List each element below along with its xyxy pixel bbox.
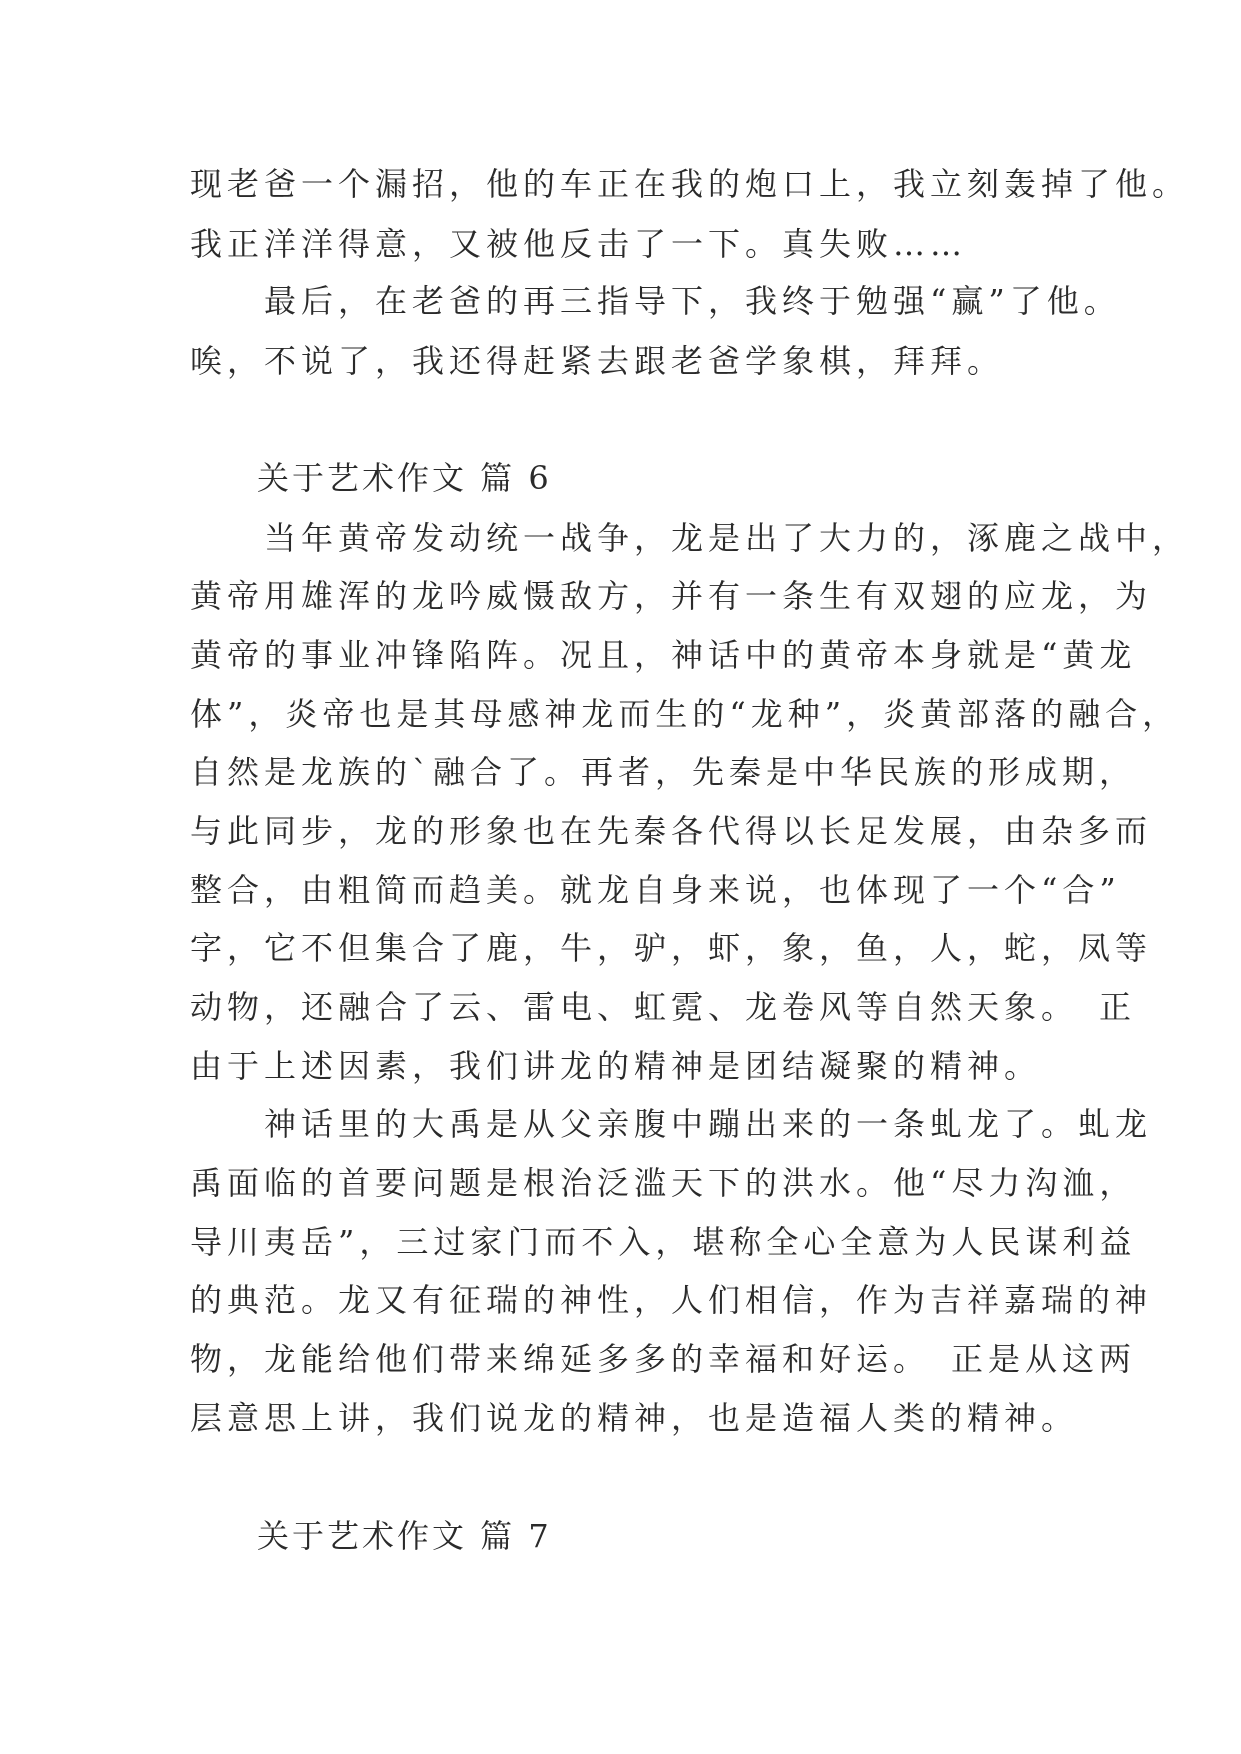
paragraph-line: 与此同步，龙的形象也在先秦各代得以长足发展，由杂多而 bbox=[190, 812, 1153, 850]
paragraph-line: 禹面临的首要问题是根治泛滥天下的洪水。他“尽力沟洫， bbox=[190, 1164, 1137, 1202]
paragraph-line: 动物，还融合了云、雷电、虹霓、龙卷风等自然天象。 正 bbox=[190, 988, 1137, 1026]
paragraph-line: 黄帝用雄浑的龙吟威慑敌方，并有一条生有双翅的应龙，为 bbox=[190, 577, 1153, 615]
paragraph-line: 最后，在老爸的再三指导下，我终于勉强“赢”了他。 bbox=[190, 282, 1121, 320]
paragraph-line: 现老爸一个漏招，他的车正在我的炮口上，我立刻轰掉了他。 bbox=[190, 165, 1190, 203]
paragraph-line: 字，它不但集合了鹿，牛，驴，虾，象，鱼，人，蛇，凤等 bbox=[190, 929, 1153, 967]
section-heading: 关于艺术作文 篇 6 bbox=[257, 459, 552, 497]
paragraph-line: 由于上述因素，我们讲龙的精神是团结凝聚的精神。 bbox=[190, 1047, 1042, 1085]
paragraph-line: 导川夷岳”，三过家门而不入，堪称全心全意为人民谋利益 bbox=[190, 1223, 1137, 1261]
paragraph-line: 自然是龙族的`融合了。再者，先秦是中华民族的形成期， bbox=[190, 753, 1137, 791]
paragraph-line: 体”，炎帝也是其母感神龙而生的“龙种”，炎黄部落的融合， bbox=[190, 695, 1180, 733]
paragraph-line: 当年黄帝发动统一战争，龙是出了大力的，涿鹿之战中， bbox=[190, 519, 1190, 557]
paragraph-line: 层意思上讲，我们说龙的精神，也是造福人类的精神。 bbox=[190, 1399, 1079, 1437]
section-heading: 关于艺术作文 篇 7 bbox=[257, 1517, 552, 1555]
paragraph-line: 我正洋洋得意，又被他反击了一下。真失败…… bbox=[190, 225, 968, 263]
paragraph-line: 的典范。龙又有征瑞的神性，人们相信，作为吉祥嘉瑞的神 bbox=[190, 1281, 1153, 1319]
paragraph-line: 物，龙能给他们带来绵延多多的幸福和好运。 正是从这两 bbox=[190, 1340, 1137, 1378]
paragraph-line: 黄帝的事业冲锋陷阵。况且，神话中的黄帝本身就是“黄龙 bbox=[190, 636, 1137, 674]
paragraph-line: 整合，由粗简而趋美。就龙自身来说，也体现了一个“合” bbox=[190, 871, 1121, 909]
paragraph-line: 唉，不说了，我还得赶紧去跟老爸学象棋，拜拜。 bbox=[190, 342, 1005, 380]
paragraph-line: 神话里的大禹是从父亲腹中蹦出来的一条虬龙了。虬龙 bbox=[190, 1105, 1153, 1143]
